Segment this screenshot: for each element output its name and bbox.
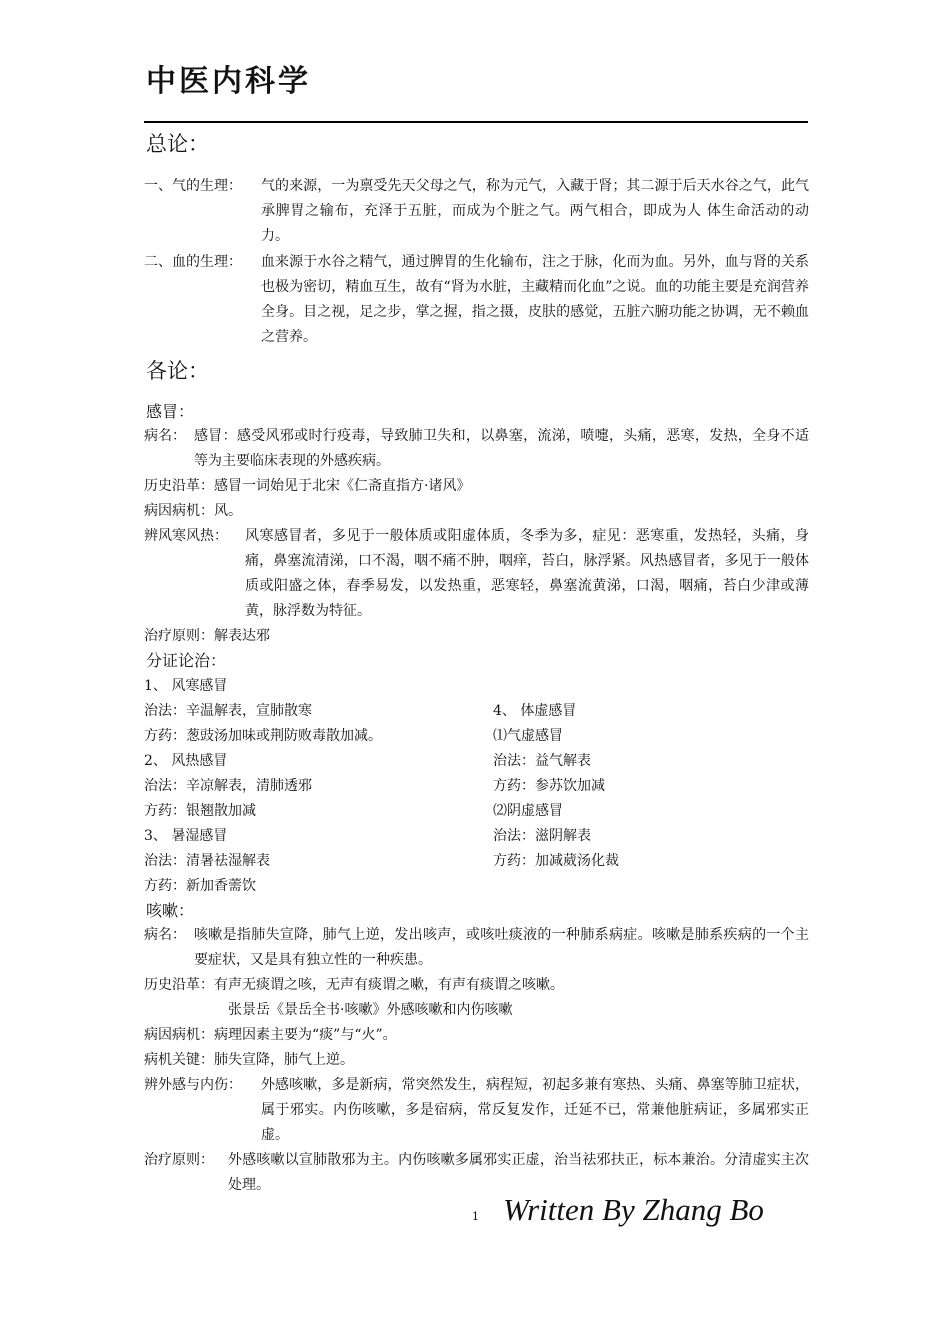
treatment-line: 4、 体虚感冒: [493, 703, 577, 719]
cold-history-entry: [144, 474, 809, 499]
cough-history-entry: [144, 973, 809, 998]
treatment-line: 方药：新加香薷饮: [144, 878, 256, 894]
entry-text: 风寒感冒者，多见于一般体质或阳虚体质，冬季为多，症见：恶寒重，发热轻，头痛，身痛，鼻塞流清涕，口不渴，咽不痛不肿，咽痒，苔白，脉浮紧。风热感冒者，多见于一般体质或阳盛之体，春季易发，以发热重，恶寒轻，鼻塞流黄涕，口渴，咽痛，苔白少津或薄黄，脉浮数为特征。: [245, 528, 809, 619]
entry-text: 气的来源，一为禀受先天父母之气，称为元气，入藏于肾；其二源于后天水谷之气，此气承脾胃之输布，充泽于五脏，而成为个脏之气。两气相合，即成为人 体生命活动的动力。: [261, 178, 809, 244]
cold-heading: 感冒：: [146, 402, 195, 421]
treatment-line: 方药：银翘散加减: [144, 803, 256, 819]
cough-heading: 咳嗽：: [146, 901, 195, 920]
treatment-line: 治法：清暑祛湿解表: [144, 853, 270, 869]
entry-label: 辨风寒风热：: [144, 528, 228, 544]
entry-text: 感冒一词始见于北宋《仁斋直指方·诸风》: [214, 478, 471, 494]
treatment-line: ⑴气虚感冒: [493, 728, 563, 744]
entry-text: 外感咳嗽，多是新病，常突然发生，病程短，初起多兼有寒热、头痛、鼻塞等肺卫症状，属于邪实。内伤咳嗽，多是宿病，常反复发作，迁延不已，常兼他脏病证，多属邪实正虚。: [261, 1077, 809, 1143]
entry-label: 历史沿革：: [144, 478, 214, 494]
cold-distinguish-entry: [144, 524, 809, 624]
author-signature: Written By Zhang Bo: [503, 1192, 764, 1227]
general-heading: 总论：: [146, 132, 209, 156]
entry-text: 风。: [214, 503, 242, 519]
entry-label: 治疗原则：: [144, 628, 214, 644]
entry-text: 外感咳嗽以宣肺散邪为主。内伤咳嗽多属邪实正虚，治当祛邪扶正，标本兼治。分清虚实主次处理。: [228, 1152, 809, 1193]
entry-text: 肺失宣降，肺气上逆。: [214, 1052, 354, 1068]
entry-label: 病名：: [144, 927, 186, 943]
cough-cause-entry: [144, 1023, 809, 1048]
entry-label: 病名：: [144, 428, 186, 444]
entry-text: 血来源于水谷之精气，通过脾胃的生化输布，注之于脉，化而为血。另外，血与肾的关系也极为密切，精血互生，故有“肾为水脏，主藏精而化血”之说。血的功能主要是充润营养全身。目之视，足之步，掌之握，指之摄，皮肤的感觉，五脏六腑功能之协调，无不赖血之营养。: [261, 254, 809, 345]
treatment-line: 方药：参苏饮加减: [493, 778, 605, 794]
blood-physiology-entry: [144, 250, 809, 350]
entry-label: 病机关键：: [144, 1052, 214, 1068]
treatment-line: 方药：葱豉汤加味或荆防败毒散加减。: [144, 728, 382, 744]
entry-text: 病理因素主要为“痰”与“火”。: [214, 1027, 397, 1043]
cough-key-entry: [144, 1048, 809, 1073]
entry-label: 病因病机：: [144, 1027, 214, 1043]
treatment-line: 2、 风热感冒: [144, 753, 228, 769]
treatment-line: 治法：滋阴解表: [493, 828, 591, 844]
treatment-line: 1、 风寒感冒: [144, 678, 228, 694]
entry-label: 历史沿革：: [144, 977, 214, 993]
entry-label: 病因病机：: [144, 503, 214, 519]
cough-history-extra: 张景岳《景岳全书·咳嗽》外感咳嗽和内伤咳嗽: [228, 1002, 513, 1018]
specific-heading: 各论：: [146, 359, 209, 383]
entry-text: 咳嗽是指肺失宣降，肺气上逆，发出咳声，或咳吐痰液的一种肺系病症。咳嗽是肺系疾病的一个主要症状，又是具有独立性的一种疾患。: [194, 927, 809, 968]
qi-physiology-entry: [144, 174, 809, 249]
entry-label: 二、血的生理：: [144, 254, 242, 270]
treatment-line: 方药：加减葳汤化裁: [493, 853, 619, 869]
cold-cause-entry: [144, 499, 809, 524]
treatment-line: 治法：益气解表: [493, 753, 591, 769]
cough-principle-entry: [144, 1148, 809, 1198]
treatment-line: 治法：辛凉解表，清肺透邪: [144, 778, 312, 794]
title-divider: [144, 121, 808, 123]
entry-label: 辨外感与内伤：: [144, 1077, 242, 1093]
entry-label: 治疗原则：: [144, 1152, 214, 1168]
document-title: 中医内科学: [146, 64, 311, 99]
cough-distinguish-entry: [144, 1073, 809, 1148]
entry-text: 解表达邪: [214, 628, 270, 644]
treatment-line: 治法：辛温解表，宣肺散寒: [144, 703, 312, 719]
treatment-line: ⑵阴虚感冒: [493, 803, 563, 819]
differentiation-heading: 分证论治：: [146, 651, 227, 670]
treatment-line: 3、 暑湿感冒: [144, 828, 228, 844]
cold-principle-entry: [144, 624, 809, 649]
entry-text: 感冒：感受风邪或时行疫毒，导致肺卫失和，以鼻塞，流涕，喷嚏，头痛，恶寒，发热，全身不适等为主要临床表现的外感疾病。: [194, 428, 809, 469]
page-number: 1: [472, 1210, 479, 1223]
cold-name-entry: [144, 424, 809, 474]
entry-label: 一、气的生理：: [144, 178, 242, 194]
entry-text: 有声无痰谓之咳，无声有痰谓之嗽，有声有痰谓之咳嗽。: [214, 977, 564, 993]
cough-name-entry: [144, 923, 809, 973]
